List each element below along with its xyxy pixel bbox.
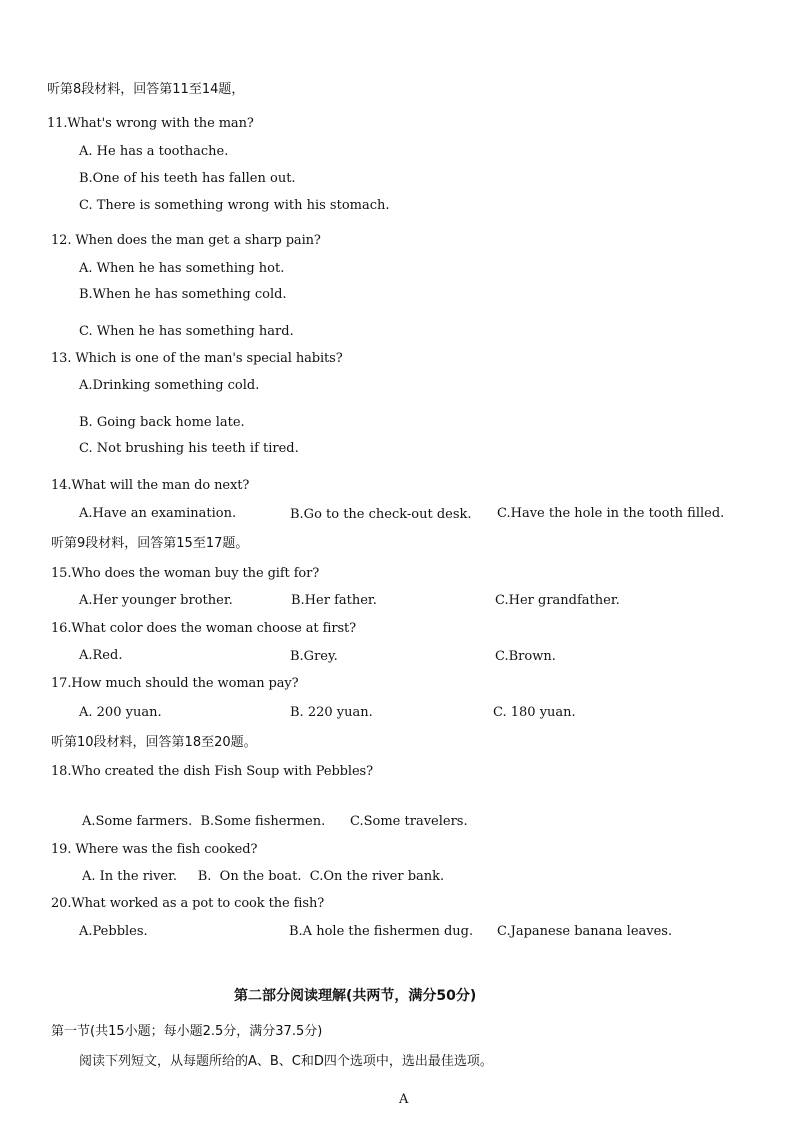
question-14-option-b: B.Go to the check-out desk.: [290, 507, 472, 522]
question-13-option-c: C. Not brushing his teeth if tired.: [79, 441, 299, 456]
question-11-option-c: C. There is something wrong with his stomach.: [79, 198, 390, 213]
question-13-option-a: A.Drinking something cold.: [79, 378, 260, 393]
question-16-option-a: A.Red.: [79, 648, 123, 663]
question-20-option-c: C.Japanese banana leaves.: [497, 924, 673, 939]
passage-label: A: [399, 1092, 409, 1107]
question-16-option-b: B.Grey.: [290, 649, 338, 664]
section-one-title: 第一节(共15小题；每小题2.5分，满分37.5分): [51, 1024, 323, 1039]
question-12-stem: 12. When does the man get a sharp pain?: [51, 233, 321, 248]
question-17-option-a: A. 200 yuan.: [79, 705, 162, 720]
question-13-stem: 13. Which is one of the man's special habits?: [51, 351, 343, 366]
question-12-option-c: C. When he has something hard.: [79, 324, 294, 339]
part-two-title: 第二部分阅读理解(共两节，满分50分): [234, 988, 477, 1004]
question-20-option-b: B.A hole the fishermen dug.: [289, 924, 474, 939]
question-11-option-b: B.One of his teeth has fallen out.: [79, 171, 296, 186]
question-16-stem: 16.What color does the woman choose at first?: [51, 621, 357, 636]
section-header-10: 听第10段材料，回答第18至20题。: [51, 735, 257, 750]
section-header-8: 听第8段材料，回答第11至14题，: [47, 82, 245, 97]
question-14-option-c: C.Have the hole in the tooth filled.: [497, 506, 725, 521]
reading-instruction: 阅读下列短文，从每题所给的A、B、C和D四个选项中，选出最佳选项。: [79, 1054, 493, 1069]
question-14-option-a: A.Have an examination.: [79, 506, 237, 521]
question-18-options: A.Some farmers. B.Some fishermen. C.Some travelers.: [82, 814, 468, 829]
question-15-option-b: B.Her father.: [291, 593, 377, 608]
section-header-9: 听第9段材料，回答第15至17题。: [51, 536, 249, 551]
question-17-stem: 17.How much should the woman pay?: [51, 676, 299, 691]
question-20-stem: 20.What worked as a pot to cook the fish?: [51, 896, 325, 911]
question-12-option-b: B.When he has something cold.: [79, 287, 287, 302]
question-11-option-a: A. He has a toothache.: [79, 144, 229, 159]
question-12-option-a: A. When he has something hot.: [79, 261, 285, 276]
question-20-option-a: A.Pebbles.: [79, 924, 148, 939]
question-14-stem: 14.What will the man do next?: [51, 478, 250, 493]
question-18-stem: 18.Who created the dish Fish Soup with Pebbles?: [51, 764, 373, 779]
question-19-stem: 19. Where was the fish cooked?: [51, 842, 258, 857]
question-15-stem: 15.Who does the woman buy the gift for?: [51, 566, 320, 581]
question-17-option-b: B. 220 yuan.: [290, 705, 373, 720]
question-13-option-b: B. Going back home late.: [79, 415, 245, 430]
question-15-option-c: C.Her grandfather.: [495, 593, 620, 608]
question-19-options: A. In the river. B. On the boat. C.On the river bank.: [82, 869, 445, 884]
question-11-stem: 11.What's wrong with the man?: [47, 116, 254, 131]
question-16-option-c: C.Brown.: [495, 649, 556, 664]
question-17-option-c: C. 180 yuan.: [493, 705, 576, 720]
question-15-option-a: A.Her younger brother.: [79, 593, 233, 608]
